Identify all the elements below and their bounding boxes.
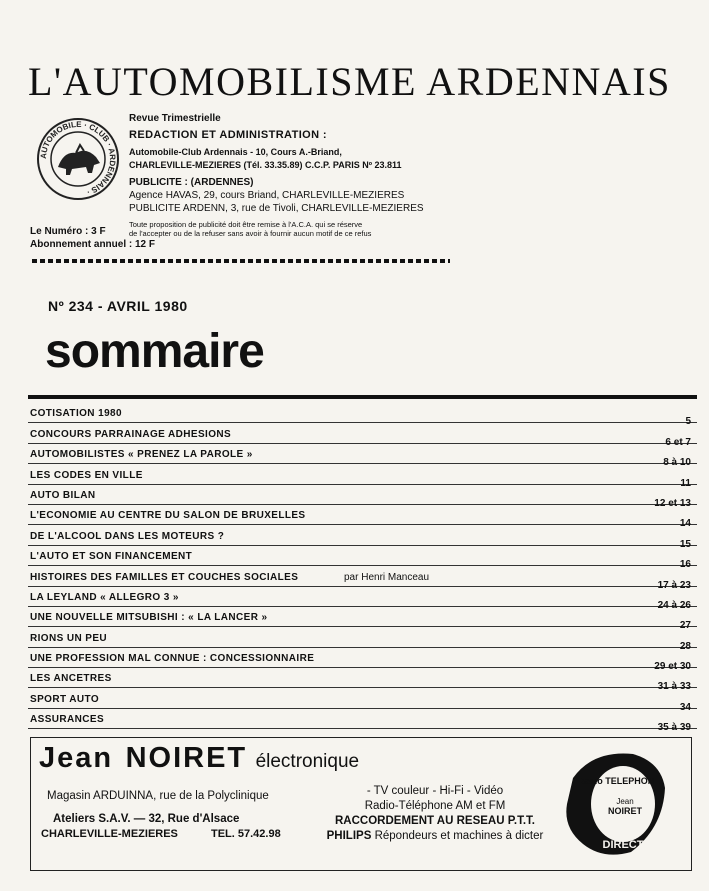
toc-item-page: 14 <box>679 518 691 530</box>
toc-item-page: 16 <box>679 559 691 571</box>
magazine-title: L'AUTOMOBILISME ARDENNAIS <box>28 59 671 104</box>
toc-item-title: LES ANCETRES <box>30 673 112 685</box>
toc-row <box>28 688 697 713</box>
price-info <box>30 225 155 251</box>
toc-row <box>28 464 697 489</box>
toc-item-page: 17 à 23 <box>657 579 691 591</box>
toc-item-title: SPORT AUTO <box>30 693 100 705</box>
toc-row <box>28 627 697 652</box>
ad-brand <box>39 742 359 775</box>
havas-line: Agence HAVAS, 29, cours Briand, CHARLEVILLE-MEZIERES <box>129 190 405 201</box>
toc-item-page: 12 et 13 <box>654 497 691 509</box>
toc-item-page: 31 à 33 <box>657 681 691 693</box>
toc-item-title: L'ECONOMIE AU CENTRE DU SALON DE BRUXELLES <box>30 510 306 522</box>
sommaire-heading <box>45 322 264 382</box>
radio-telephone-badge <box>553 748 671 860</box>
toc-item-page: 27 <box>679 620 691 632</box>
toc-item-title: DE L'ALCOOL DANS LES MOTEURS ? <box>30 530 225 542</box>
toc-item-page: 34 <box>679 701 691 713</box>
toc-row <box>28 505 697 530</box>
toc-item-title: UNE PROFESSION MAL CONNUE : CONCESSIONNAIRE <box>30 653 315 665</box>
toc-row <box>28 423 697 448</box>
toc-row <box>28 709 697 734</box>
ad-services-2: Radio-Téléphone AM et FM <box>364 800 506 812</box>
toc-item-title: AUTOMOBILISTES « PRENEZ LA PAROLE » <box>30 449 253 461</box>
badge-top-text: Radio TELEPHONE <box>577 776 661 786</box>
toc-item-page: 15 <box>679 538 691 550</box>
toc-item-page: 28 <box>679 640 691 652</box>
toc-item-page: 6 et 7 <box>665 436 691 448</box>
toc-item-title: L'AUTO ET SON FINANCEMENT <box>30 551 193 563</box>
toc-item-page: 8 à 10 <box>663 457 691 469</box>
toc-item-author: par Henri Manceau <box>344 571 430 583</box>
toc-row <box>28 444 697 469</box>
publicite-label: PUBLICITE : (ARDENNES) <box>129 177 254 188</box>
toc-item-page: 24 à 26 <box>657 599 691 611</box>
issue-number: Nº 234 - AVRIL 1980 <box>48 298 188 314</box>
notice-1: Toute proposition de publicité doit être remise à l'A.C.A. qui se réserve <box>129 220 363 229</box>
ad-services-1: - TV couleur - Hi-Fi - Vidéo <box>366 785 504 797</box>
toc-row <box>28 485 697 509</box>
advertisement-noiret <box>30 737 692 871</box>
ad-services-4: Répondeurs et machines à dicter <box>374 830 544 842</box>
toc-item-title: ASSURANCES <box>30 714 105 726</box>
club-address-1: Automobile-Club Ardennais - 10, Cours A.-Briand, <box>129 147 342 157</box>
club-logo <box>36 117 120 201</box>
ad-city: CHARLEVILLE-MEZIERES <box>41 828 178 840</box>
abonnement-price: Abonnement annuel : 12 F <box>30 239 156 250</box>
table-of-contents <box>28 395 697 734</box>
toc-item-title: LES CODES EN VILLE <box>30 469 143 481</box>
badge-name-1: Jean <box>616 797 634 806</box>
toc-item-title: AUTO BILAN <box>30 489 96 501</box>
toc-item-title: RIONS UN PEU <box>30 632 108 644</box>
toc-item-page: 5 <box>685 416 691 428</box>
ad-ateliers: Ateliers S.A.V. — 32, Rue d'Alsace <box>53 813 240 825</box>
toc-item-title: LA LEYLAND « ALLEGRO 3 » <box>30 591 179 603</box>
dotted-divider <box>32 259 450 263</box>
toc-row <box>28 525 697 550</box>
toc-row <box>28 566 697 591</box>
club-address-2: CHARLEVILLE-MEZIERES (Tél. 33.35.89) C.C.P. PARIS Nº 23.811 <box>129 160 402 170</box>
toc-item-title: COTISATION 1980 <box>30 408 122 420</box>
toc-item-page: 35 à 39 <box>657 722 691 734</box>
ad-brand-suffix: électronique <box>255 751 360 772</box>
toc-row <box>28 587 697 611</box>
ad-shop: Magasin ARDUINNA, rue de la Polyclinique <box>47 790 269 802</box>
svg-text:AUTOMOBILE · CLUB · ARDENNAIS: AUTOMOBILE · CLUB · ARDENNAIS · <box>38 119 118 197</box>
ad-philips: PHILIPS <box>326 830 372 842</box>
toc-top-rule <box>28 395 697 399</box>
ad-brand-first: Jean <box>39 742 114 774</box>
toc-row <box>28 607 697 632</box>
ardenn-line: PUBLICITE ARDENN, 3, rue de Tivoli, CHARLEVILLE-MEZIERES <box>129 203 424 214</box>
revue-line: Revue Trimestrielle <box>129 113 221 124</box>
toc-row <box>28 668 697 693</box>
toc-row <box>28 546 697 571</box>
toc-item-title: CONCOURS PARRAINAGE ADHESIONS <box>30 428 232 440</box>
toc-item-page: 29 et 30 <box>654 661 691 673</box>
toc-row <box>28 403 697 428</box>
sommaire-text: sommaire <box>45 325 264 378</box>
notice-2: de l'accepter ou de la refuser sans avoir à fournir aucun motif de ce refus <box>129 229 372 238</box>
ad-services <box>315 784 555 844</box>
toc-item-title: HISTOIRES DES FAMILLES ET COUCHES SOCIALES <box>30 571 299 583</box>
toc-rows <box>28 403 697 734</box>
badge-bottom-text: DIRECT <box>602 839 644 851</box>
toc-row <box>28 648 697 673</box>
redaction-line: REDACTION ET ADMINISTRATION : <box>129 129 327 141</box>
toc-item-title: UNE NOUVELLE MITSUBISHI : « LA LANCER » <box>30 612 268 624</box>
ad-tel: TEL. 57.42.98 <box>211 828 281 840</box>
header-info <box>129 112 459 238</box>
ad-services-3: RACCORDEMENT AU RESEAU P.T.T. <box>335 815 535 827</box>
ad-brand-name: NOIRET <box>125 742 248 774</box>
toc-item-page: 11 <box>680 477 691 489</box>
badge-name-2: NOIRET <box>607 806 643 816</box>
numero-price: Le Numéro : 3 F <box>30 226 106 237</box>
